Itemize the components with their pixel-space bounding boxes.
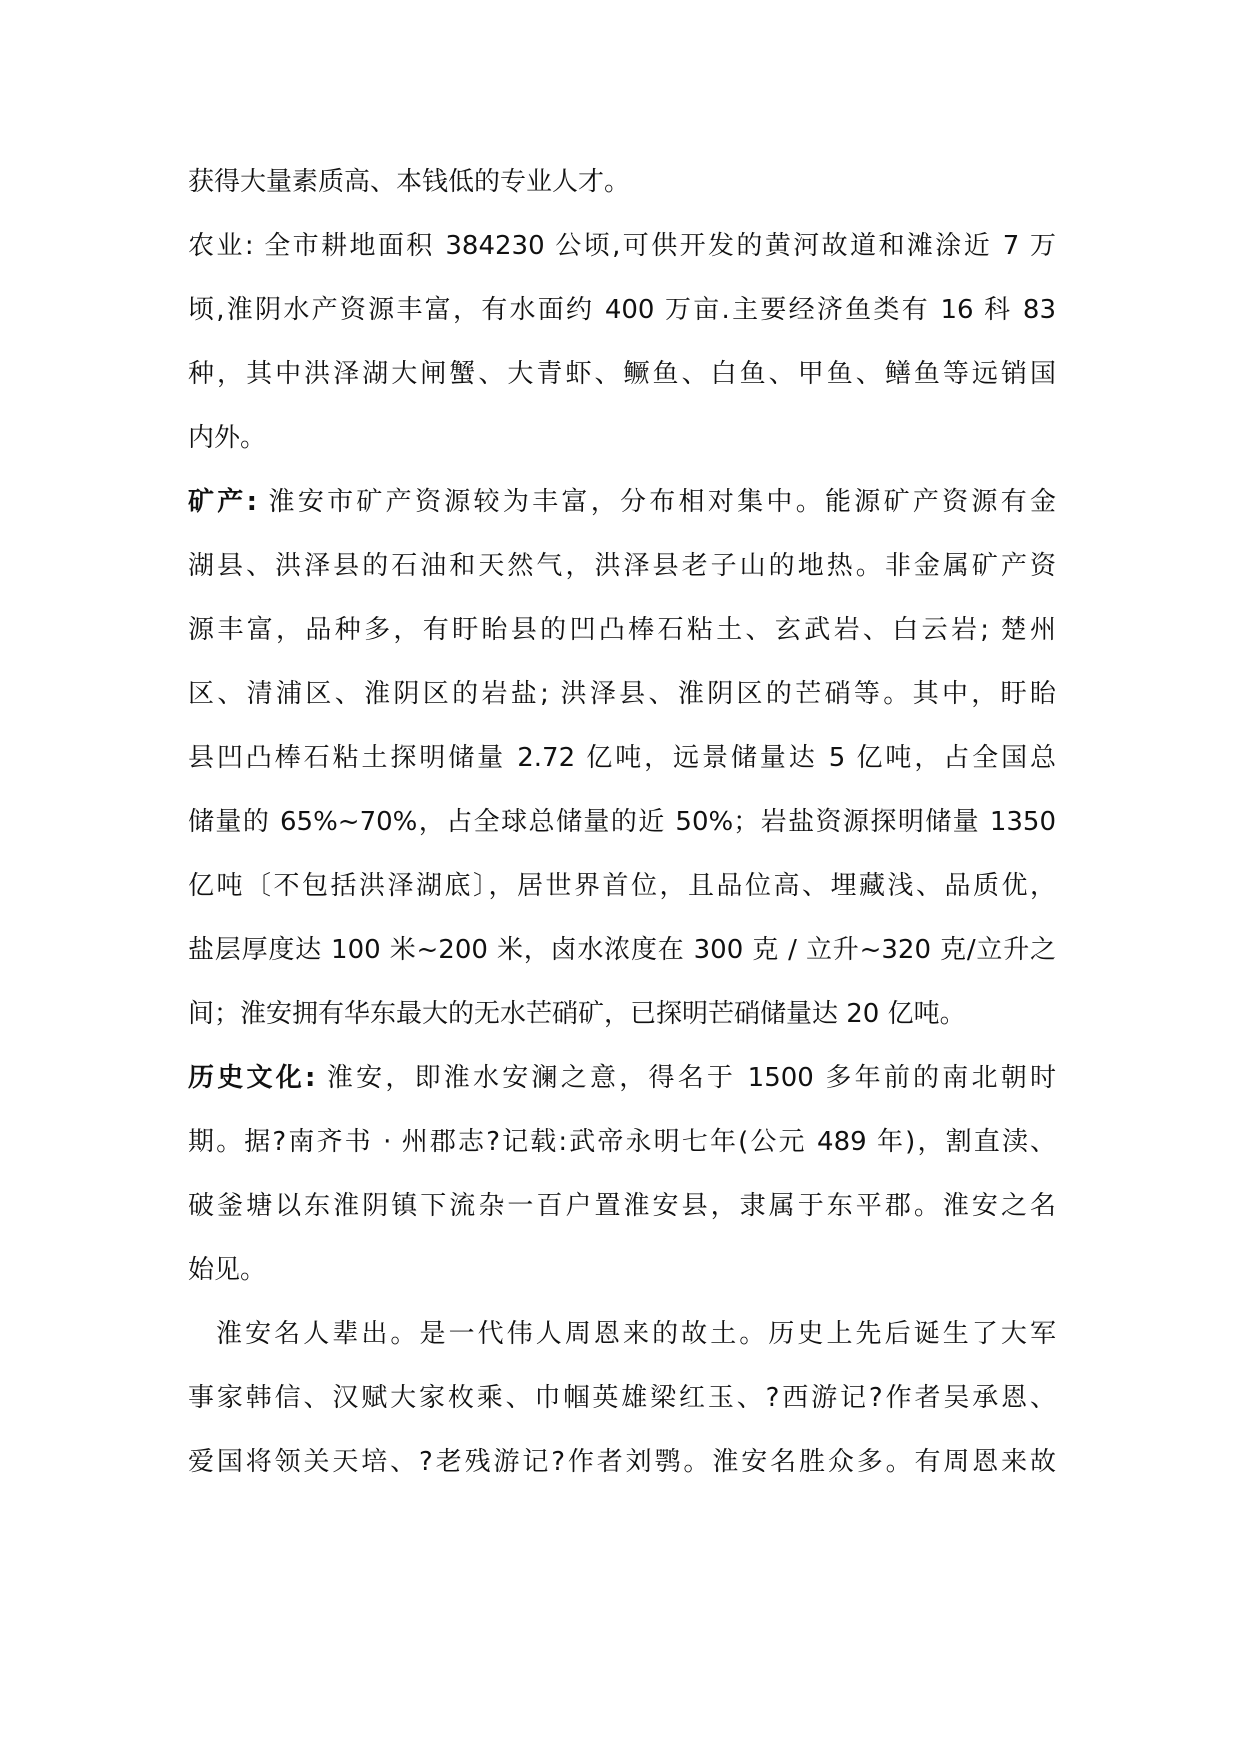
line-text: 湖县、洪泽县的石油和天然气，洪泽县老子山的地热。非金属矿产资 — [188, 551, 1056, 581]
text-line — [188, 1110, 1056, 1174]
text-line — [188, 1238, 1056, 1302]
line-text: 破釜塘以东淮阴镇下流杂一百户置淮安县，隶属于东平郡。淮安之名 — [188, 1191, 1056, 1221]
text-line — [188, 1046, 1056, 1110]
line-text: 淮安市矿产资源较为丰富，分布相对集中。能源矿产资源有金 — [256, 487, 1057, 517]
line-text: 始见。 — [188, 1255, 267, 1285]
line-text: 全市耕地面积 384230 公顷,可供开发的黄河故道和滩涂近 7 万 — [253, 231, 1056, 261]
line-text: 爱国将领关天培、?老残游记?作者刘鹗。淮安名胜众多。有周恩来故 — [188, 1447, 1056, 1477]
text-line — [188, 278, 1056, 342]
text-line — [188, 918, 1056, 982]
line-text: 期。据?南齐书 · 州郡志?记载:武帝永明七年(公元 489 年)，割直渎、 — [188, 1127, 1056, 1157]
text-line — [188, 214, 1056, 278]
line-text: 县凹凸棒石粘土探明储量 2.72 亿吨，远景储量达 5 亿吨，占全国总 — [188, 743, 1056, 773]
line-text: 储量的 65%~70%，占全球总储量的近 50%；岩盐资源探明储量 1350 — [188, 807, 1056, 837]
line-text: 淮安名人辈出。是一代伟人周恩来的故土。历史上先后诞生了大军 — [216, 1319, 1056, 1349]
line-text: 源丰富，品种多，有盱眙县的凹凸棒石粘土、玄武岩、白云岩; 楚州 — [188, 615, 1056, 645]
line-text: 淮安，即淮水安澜之意，得名于 1500 多年前的南北朝时 — [315, 1063, 1057, 1093]
text-line — [188, 150, 1056, 214]
text-line — [188, 1302, 1056, 1366]
line-text: 获得大量素质高、本钱低的专业人才。 — [188, 167, 631, 197]
text-line — [188, 1430, 1056, 1494]
text-line — [188, 406, 1056, 470]
section-label: 历史文化: — [188, 1063, 316, 1093]
text-line — [188, 726, 1056, 790]
text-line — [188, 598, 1056, 662]
line-text: 区、清浦区、淮阴区的岩盐; 洪泽县、淮阴区的芒硝等。其中，盱眙 — [188, 679, 1056, 709]
text-line — [188, 534, 1056, 598]
text-line — [188, 982, 1056, 1046]
text-line — [188, 342, 1056, 406]
text-line — [188, 790, 1056, 854]
text-line — [188, 854, 1056, 918]
text-line — [188, 470, 1056, 534]
text-line — [188, 1174, 1056, 1238]
line-text: 间；淮安拥有华东最大的无水芒硝矿，已探明芒硝储量达 20 亿吨。 — [188, 999, 966, 1029]
line-text: 事家韩信、汉赋大家枚乘、巾帼英雄梁红玉、?西游记?作者吴承恩、 — [188, 1383, 1056, 1413]
section-label: 矿产: — [188, 487, 257, 517]
line-text: 顷,淮阴水产资源丰富，有水面约 400 万亩.主要经济鱼类有 16 科 83 — [188, 295, 1056, 325]
text-line — [188, 1366, 1056, 1430]
line-text: 盐层厚度达 100 米~200 米，卤水浓度在 300 克 / 立升~320 克/立升之 — [188, 935, 1056, 965]
line-text: 亿吨〔不包括洪泽湖底〕，居世界首位，且品位高、埋藏浅、品质优， — [188, 871, 1056, 901]
section-label: 农业: — [188, 231, 254, 261]
line-text: 种，其中洪泽湖大闸蟹、大青虾、鳜鱼、白鱼、甲鱼、鳝鱼等远销国 — [188, 359, 1056, 389]
line-text: 内外。 — [188, 423, 267, 453]
text-line — [188, 662, 1056, 726]
document-page — [188, 150, 1056, 1494]
